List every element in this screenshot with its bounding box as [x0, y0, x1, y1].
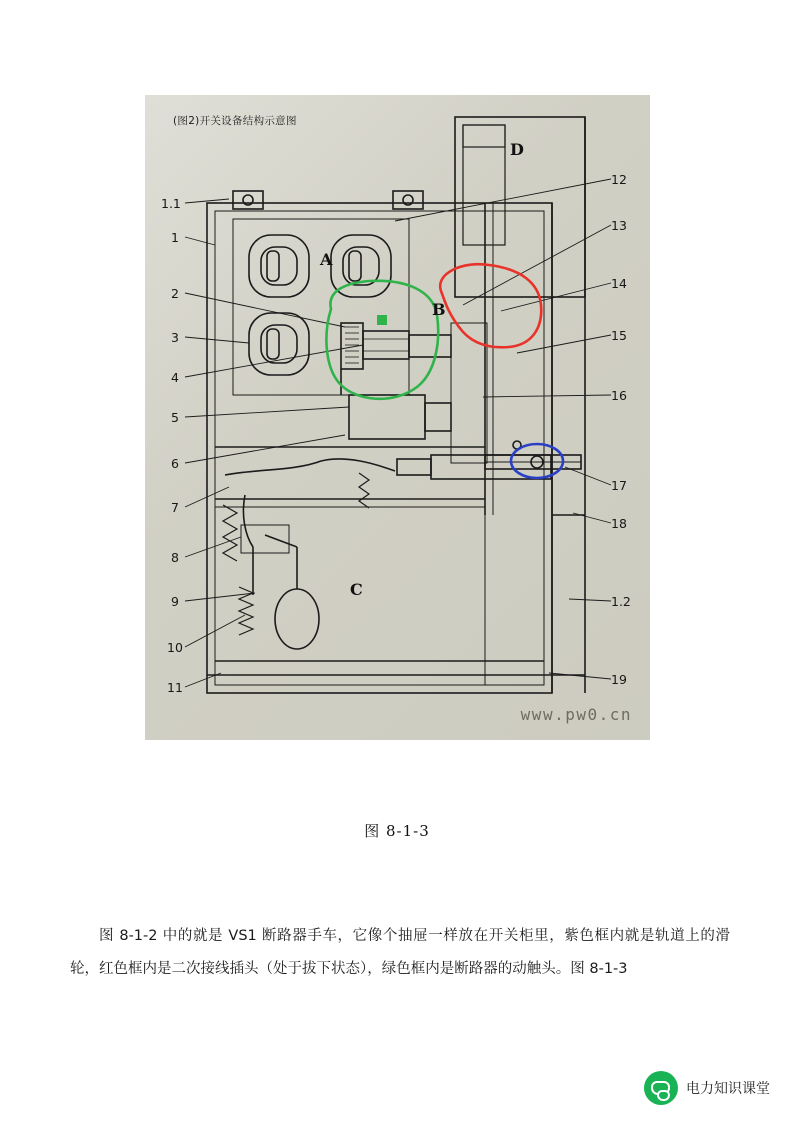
- figure-number-caption: 图 8-1-3: [364, 822, 430, 840]
- figure-inner-title: (图2)开关设备结构示意图: [173, 115, 297, 127]
- callout-13: 13: [611, 218, 627, 233]
- wechat-logo-icon: [644, 1071, 678, 1105]
- callout-1-2: 1.2: [611, 594, 631, 609]
- callout-15: 15: [611, 328, 627, 343]
- figure-image: [145, 95, 650, 740]
- callout-1: 1: [171, 230, 179, 245]
- zone-label-c: C: [350, 580, 363, 599]
- figure-photo-background: [145, 95, 650, 740]
- callout-8: 8: [171, 550, 179, 565]
- wechat-account-badge: [644, 1071, 770, 1105]
- watermark-text: www.pw0.cn: [520, 705, 632, 724]
- body-paragraph: 图 8-1-2 中的就是 VS1 断路器手车，它像个抽屉一样放在开关柜里，紫色框内就是轨道上的滑轮，红色框内是二次接线插头（处于拔下状态），绿色框内是断路器的动触头。图 8-1-3: [70, 927, 730, 977]
- callout-6: 6: [171, 456, 179, 471]
- zone-label-a: A: [320, 250, 333, 269]
- callout-3: 3: [171, 330, 179, 345]
- zone-label-b: B: [432, 300, 446, 319]
- callout-7: 7: [171, 500, 179, 515]
- callout-17: 17: [611, 478, 627, 493]
- callout-10: 10: [167, 640, 183, 655]
- callout-9: 9: [171, 594, 179, 609]
- callout-12: 12: [611, 172, 627, 187]
- zone-label-d: D: [510, 140, 524, 159]
- callout-19: 19: [611, 672, 627, 687]
- callout-5: 5: [171, 410, 179, 425]
- callout-16: 16: [611, 388, 627, 403]
- wechat-account-name: 电力知识课堂: [686, 1081, 770, 1097]
- switchgear-structure-drawing: [145, 95, 650, 740]
- callout-2: 2: [171, 286, 179, 301]
- callout-18: 18: [611, 516, 627, 531]
- callout-1-1: 1.1: [161, 196, 181, 211]
- callout-11: 11: [167, 680, 183, 695]
- callout-14: 14: [611, 276, 627, 291]
- callout-4: 4: [171, 370, 179, 385]
